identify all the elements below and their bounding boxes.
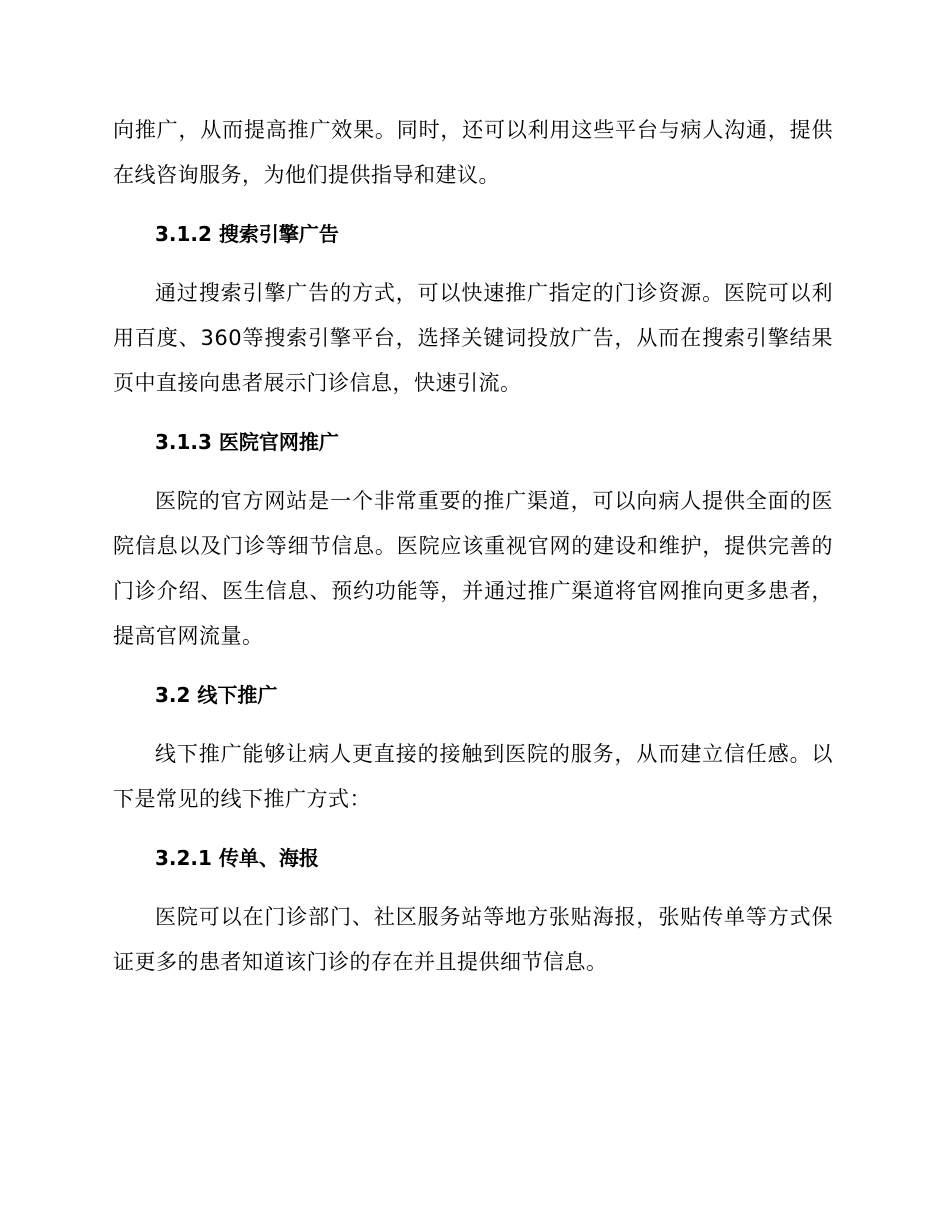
heading-3-1-2: 3.1.2 搜索引擎广告	[155, 222, 339, 246]
document-page	[113, 108, 833, 985]
paragraph-search-engine-ads: 通过搜索引擎广告的方式，可以快速推广指定的门诊资源。医院可以利用百度、360等搜索引擎平台，选择关键词投放广告，从而在搜索引擎结果页中直接向患者展示门诊信息，快速引流。	[113, 281, 833, 395]
paragraph-flyers-posters: 医院可以在门诊部门、社区服务站等地方张贴海报，张贴传单等方式保证更多的患者知道该门诊的存在并且提供细节信息。	[113, 905, 833, 974]
paragraph-intro-continued: 向推广，从而提高推广效果。同时，还可以利用这些平台与病人沟通，提供在线咨询服务，为他们提供指导和建议。	[113, 118, 833, 187]
heading-3-2-1: 3.2.1 传单、海报	[155, 846, 319, 870]
heading-3-2: 3.2 线下推广	[155, 683, 278, 707]
paragraph-hospital-website: 医院的官方网站是一个非常重要的推广渠道，可以向病人提供全面的医院信息以及门诊等细节信息。医院应该重视官网的建设和维护，提供完善的门诊介绍、医生信息、预约功能等，并通过推广渠道将官网推向更多患者，提高官网流量。	[113, 489, 833, 648]
paragraph-offline-promotion: 线下推广能够让病人更直接的接触到医院的服务，从而建立信任感。以下是常见的线下推广方式：	[113, 742, 833, 811]
heading-3-1-3: 3.1.3 医院官网推广	[155, 430, 339, 454]
